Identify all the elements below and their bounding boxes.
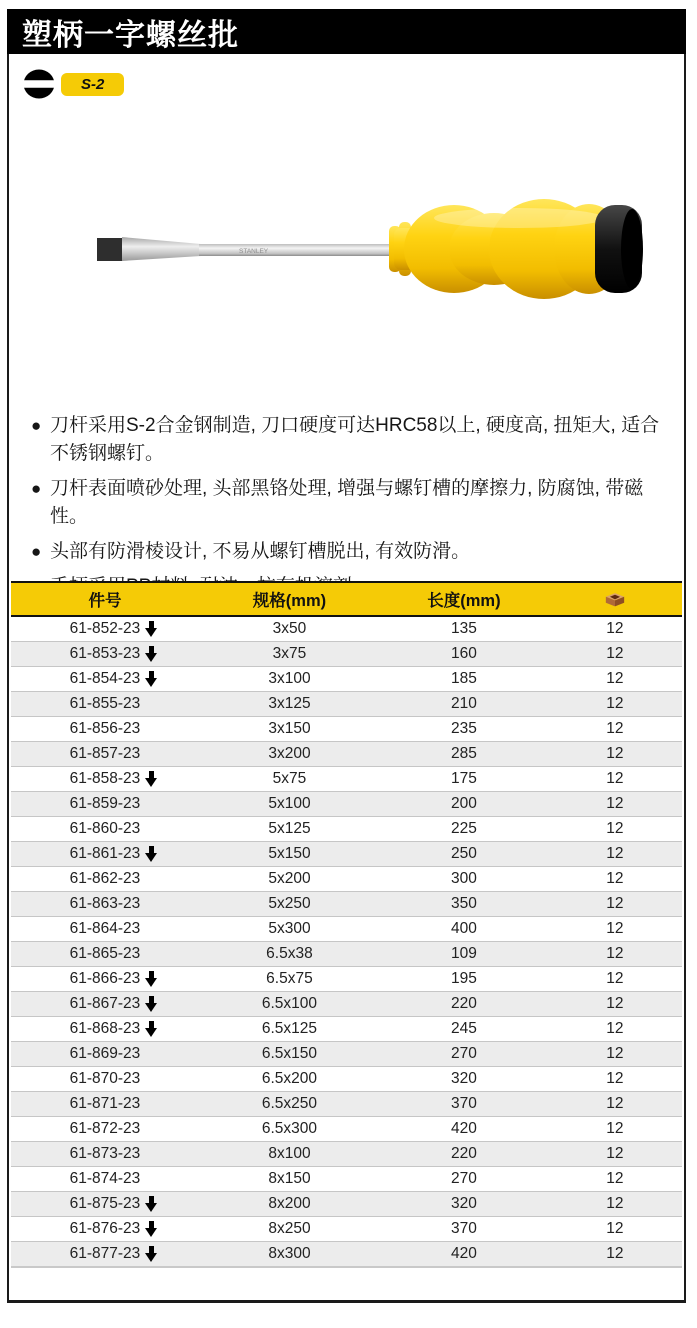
part-number: 61-876-23 [69,1220,141,1237]
table-row [11,817,682,842]
table-row [11,1192,682,1217]
down-arrow-icon [145,996,158,1012]
down-arrow-icon [145,771,158,787]
table-row [11,917,682,942]
table-row [11,1067,682,1092]
part-number-cell [11,1042,199,1067]
part-number-cell [11,742,199,767]
content-frame [7,54,686,1303]
length-cell: 270 [380,1042,548,1067]
qty-cell: 12 [548,967,682,992]
qty-cell: 12 [548,1167,682,1192]
spec-cell: 6.5x125 [199,1017,380,1042]
qty-cell: 12 [548,1217,682,1242]
feature-item [29,538,674,566]
spec-cell: 6.5x150 [199,1042,380,1067]
part-number: 61-860-23 [69,820,141,837]
length-cell: 420 [380,1242,548,1268]
qty-cell: 12 [548,767,682,792]
down-arrow-icon [145,621,158,637]
part-number-cell [11,667,199,692]
part-number: 61-858-23 [69,770,141,787]
spec-cell: 3x150 [199,717,380,742]
part-number: 61-854-23 [69,670,141,687]
screwdriver-product-image [89,192,646,310]
part-number: 61-855-23 [69,695,141,712]
down-arrow-icon [145,1196,158,1212]
length-cell: 220 [380,1142,548,1167]
qty-cell: 12 [548,616,682,642]
qty-cell: 12 [548,842,682,867]
qty-cell: 12 [548,667,682,692]
length-cell: 160 [380,642,548,667]
part-number: 61-862-23 [69,870,141,887]
length-cell: 195 [380,967,548,992]
length-cell: 225 [380,817,548,842]
qty-cell: 12 [548,1117,682,1142]
length-cell: 200 [380,792,548,817]
part-number-cell [11,1217,199,1242]
feature-text: 头部有防滑棱设计, 不易从螺钉槽脱出, 有效防滑。 [50,541,471,562]
down-arrow-icon [145,671,158,687]
length-cell: 245 [380,1017,548,1042]
table-row [11,967,682,992]
qty-cell: 12 [548,892,682,917]
spec-cell: 3x200 [199,742,380,767]
shaft-brand-text: STANLEY [239,248,269,255]
page-title: 塑柄一字螺丝批 [22,18,239,52]
col-header-part: 件号 [11,582,199,616]
feature-text: 刀杆表面喷砂处理, 头部黑铬处理, 增强与螺钉槽的摩擦力, 防腐蚀, 带磁性。 [50,478,644,527]
table-row [11,642,682,667]
table-row [11,892,682,917]
slotted-bit-icon [23,69,55,99]
feature-item [29,475,674,531]
qty-cell: 12 [548,792,682,817]
title-bar [7,9,686,54]
spec-cell: 8x300 [199,1242,380,1268]
table-row [11,742,682,767]
length-cell: 320 [380,1067,548,1092]
qty-cell: 12 [548,1242,682,1268]
part-number-cell [11,817,199,842]
part-number-cell [11,1242,199,1268]
part-number-cell [11,1067,199,1092]
table-row [11,1142,682,1167]
part-number-cell [11,1192,199,1217]
qty-cell: 12 [548,1042,682,1067]
qty-cell: 12 [548,1067,682,1092]
col-header-qty [548,582,682,616]
length-cell: 250 [380,842,548,867]
length-cell: 400 [380,917,548,942]
col-header-spec: 规格(mm) [199,582,380,616]
length-cell: 109 [380,942,548,967]
down-arrow-icon [145,971,158,987]
qty-cell: 12 [548,742,682,767]
part-number-cell [11,892,199,917]
part-number-cell [11,867,199,892]
part-number-cell [11,1092,199,1117]
part-number-cell [11,767,199,792]
length-cell: 350 [380,892,548,917]
part-number: 61-869-23 [69,1045,141,1062]
spec-cell: 8x200 [199,1192,380,1217]
length-cell: 270 [380,1167,548,1192]
qty-cell: 12 [548,717,682,742]
table-row [11,942,682,967]
part-number: 61-857-23 [69,745,141,762]
qty-cell: 12 [548,942,682,967]
length-cell: 420 [380,1117,548,1142]
spec-cell: 6.5x300 [199,1117,380,1142]
table-row [11,1117,682,1142]
spec-cell: 5x125 [199,817,380,842]
length-cell: 370 [380,1092,548,1117]
screwdriver-handle [389,199,624,299]
part-number: 61-868-23 [69,1020,141,1037]
part-number-cell [11,992,199,1017]
bullet-dot: ● [31,479,42,498]
bullet-dot: ● [31,542,42,561]
spec-cell: 3x100 [199,667,380,692]
part-number: 61-875-23 [69,1195,141,1212]
feature-text: 刀杆采用S-2合金钢制造, 刀口硬度可达HRC58以上, 硬度高, 扭矩大, 适合不锈钢螺钉。 [50,415,660,464]
qty-cell: 12 [548,1192,682,1217]
spec-cell: 5x150 [199,842,380,867]
part-number: 61-865-23 [69,945,141,962]
length-cell: 175 [380,767,548,792]
down-arrow-icon [145,1021,158,1037]
part-number-cell [11,616,199,642]
part-number: 61-861-23 [69,845,141,862]
length-cell: 135 [380,616,548,642]
qty-cell: 12 [548,1092,682,1117]
table-row [11,792,682,817]
part-number-cell [11,1117,199,1142]
down-arrow-icon [145,1246,158,1262]
length-cell: 220 [380,992,548,1017]
part-number: 61-863-23 [69,895,141,912]
length-cell: 235 [380,717,548,742]
carton-icon [604,591,626,608]
part-number: 61-870-23 [69,1070,141,1087]
part-number: 61-877-23 [69,1245,141,1262]
qty-cell: 12 [548,992,682,1017]
table-row [11,1042,682,1067]
spec-cell: 5x200 [199,867,380,892]
table-row [11,692,682,717]
length-cell: 185 [380,667,548,692]
table-row [11,767,682,792]
part-number-cell [11,1167,199,1192]
part-number: 61-856-23 [69,720,141,737]
length-cell: 370 [380,1217,548,1242]
part-number-cell [11,967,199,992]
table-row [11,1217,682,1242]
qty-cell: 12 [548,1142,682,1167]
spec-table-header [11,582,682,616]
table-row [11,1092,682,1117]
part-number: 61-873-23 [69,1145,141,1162]
table-row [11,992,682,1017]
part-number: 61-864-23 [69,920,141,937]
part-number: 61-859-23 [69,795,141,812]
handle-end-cap [595,205,643,293]
part-number: 61-853-23 [69,645,141,662]
spec-cell: 8x150 [199,1167,380,1192]
bullet-dot: ● [31,416,42,435]
spec-cell: 6.5x38 [199,942,380,967]
qty-cell: 12 [548,917,682,942]
part-number-cell [11,692,199,717]
spec-cell: 5x100 [199,792,380,817]
table-row [11,867,682,892]
down-arrow-icon [145,646,158,662]
spec-cell: 6.5x75 [199,967,380,992]
qty-cell: 12 [548,1017,682,1042]
part-number-cell [11,842,199,867]
part-number-cell [11,942,199,967]
spec-cell: 3x50 [199,616,380,642]
table-row [11,616,682,642]
down-arrow-icon [145,846,158,862]
table-row [11,842,682,867]
spec-cell: 8x250 [199,1217,380,1242]
feature-list [29,412,674,608]
part-number: 61-866-23 [69,970,141,987]
qty-cell: 12 [548,642,682,667]
length-cell: 320 [380,1192,548,1217]
part-number: 61-867-23 [69,995,141,1012]
qty-cell: 12 [548,692,682,717]
spec-cell: 3x125 [199,692,380,717]
spec-table [11,581,682,1268]
part-number: 61-872-23 [69,1120,141,1137]
feature-item [29,412,674,468]
part-number: 61-874-23 [69,1170,141,1187]
table-row [11,717,682,742]
spec-cell: 5x300 [199,917,380,942]
table-row [11,667,682,692]
bit-type-row [23,66,124,102]
qty-cell: 12 [548,817,682,842]
table-row [11,1017,682,1042]
steel-grade-label: S-2 [81,75,105,93]
table-row [11,1242,682,1268]
screwdriver-blade [97,237,401,261]
part-number-cell [11,1142,199,1167]
spec-table-body [11,616,682,1267]
spec-cell: 6.5x100 [199,992,380,1017]
spec-cell: 6.5x250 [199,1092,380,1117]
table-row [11,1167,682,1192]
part-number: 61-852-23 [69,620,141,637]
down-arrow-icon [145,1221,158,1237]
length-cell: 300 [380,867,548,892]
spec-cell: 5x75 [199,767,380,792]
part-number-cell [11,642,199,667]
spec-cell: 8x100 [199,1142,380,1167]
col-header-length: 长度(mm) [380,582,548,616]
length-cell: 285 [380,742,548,767]
part-number: 61-871-23 [69,1095,141,1112]
spec-cell: 6.5x200 [199,1067,380,1092]
spec-cell: 5x250 [199,892,380,917]
part-number-cell [11,1017,199,1042]
spec-cell: 3x75 [199,642,380,667]
steel-grade-badge [61,73,124,96]
length-cell: 210 [380,692,548,717]
part-number-cell [11,792,199,817]
part-number-cell [11,717,199,742]
qty-cell: 12 [548,867,682,892]
part-number-cell [11,917,199,942]
